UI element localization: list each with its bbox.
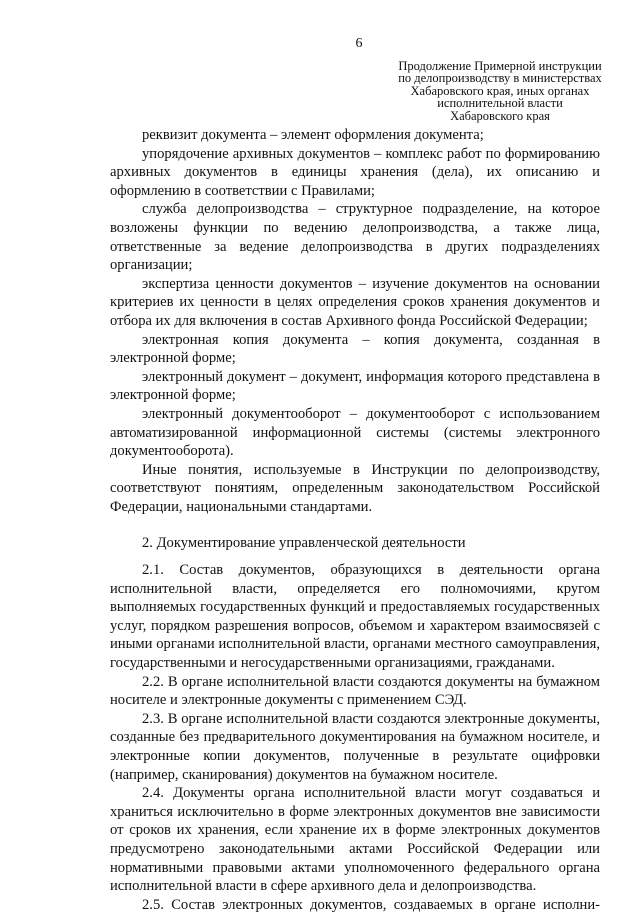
- definition-paragraph: электронная копия документа – копия документа, созданная в электронной форме;: [110, 331, 600, 367]
- definition-paragraph: электронный документооборот – документооборот с использованием автоматизированной информационной системы (системы электронного документооборота).: [110, 405, 600, 460]
- section-paragraph: 2.4. Документы органа исполнительной власти могут создаваться и храниться исключительно в форме электронных документов вне зависимости от сроков их хранения, если хранение их в форме электронных документов предусмотрено законодательными актами Российской Федерации или нормативными правовыми актами уполномоченного федерального органа исполнительной власти в сфере архивного дела и делопроизводства.: [110, 785, 600, 895]
- header-line: исполнительной власти: [437, 96, 563, 111]
- header-line: Хабаровского края, иных органах: [410, 83, 590, 98]
- section-paragraph-truncated: 2.5. Состав электронных документов, создаваемых в органе исполни-: [142, 896, 600, 913]
- section-paragraph: 2.3. В органе исполнительной власти создаются электронные документы, созданные без предварительного документирования на бумажном носителе, и электронные копии документов, полученные в результате оцифровки (например, сканирования) документов на бумажном носителе.: [110, 710, 600, 783]
- header-line: Продолжение Примерной инструкции: [398, 59, 602, 73]
- definition-paragraph: Иные понятия, используемые в Инструкции по делопроизводству, соответствуют понятиям, определенным законодательством Российской Федерации, национальными стандартами.: [110, 461, 600, 515]
- page-number: 6: [355, 36, 363, 51]
- definition-paragraph: экспертиза ценности документов – изучение документов на основании критериев их ценности в целях определения сроков хранения документов и отбора их для включения в состав Архивного фонда Российской Федерации;: [110, 275, 600, 329]
- definition-paragraph: реквизит документа – элемент оформления документа;: [142, 127, 484, 143]
- document-body: [110, 126, 600, 914]
- definition-paragraph: электронный документ – документ, информация которого представлена в электронной форме;: [110, 368, 600, 404]
- section-paragraph: 2.1. Состав документов, образующихся в деятельности органа исполнительной власти, определяется его полномочиями, кругом выполняемых государственных функций и предоставляемых государственных услуг, порядком разрешения вопросов, объемом и характером взаимосвязей с иными органами исполнительной власти, органами местного самоуправления, государственными и негосударственными организациями, гражданами.: [110, 562, 600, 672]
- continuation-header: [360, 60, 640, 122]
- definition-paragraph: служба делопроизводства – структурное подразделение, на которое возложены функции по ведению делопроизводства, а также лица, ответственные за ведение делопроизводства в других подразделениях организации;: [110, 201, 600, 274]
- section-title: 2. Документирование управленческой деятельности: [142, 535, 466, 552]
- header-line: Хабаровского края: [450, 108, 550, 123]
- header-line: по делопроизводству в министерствах: [398, 71, 602, 86]
- section-paragraph: 2.2. В органе исполнительной власти создаются документы на бумажном носителе и электронные документы с применением СЭД.: [110, 673, 600, 709]
- definition-paragraph: упорядочение архивных документов – комплекс работ по формированию архивных документов в единицы хранения (дела), их описанию и оформлению в соответствии с Правилами;: [110, 145, 600, 199]
